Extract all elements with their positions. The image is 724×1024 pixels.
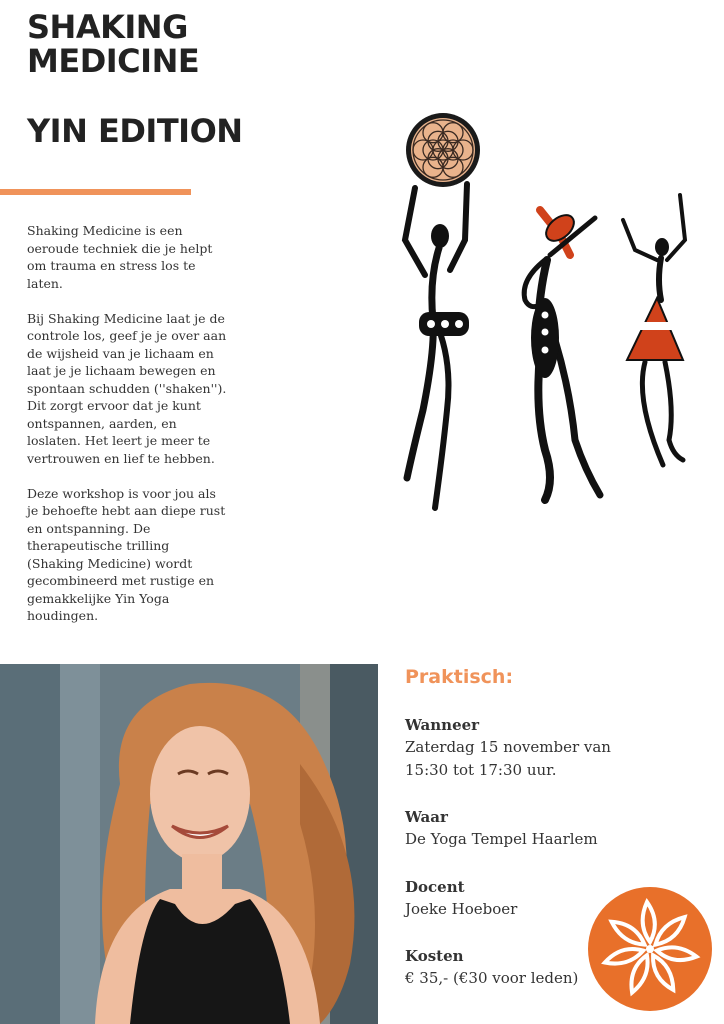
teacher-label: Docent [405, 878, 465, 896]
when-label: Wanneer [405, 716, 480, 734]
title-line-2: MEDICINE [27, 42, 200, 80]
when-value-line-2: 15:30 tot 17:30 uur. [405, 761, 557, 779]
title-line-1: SHAKING [27, 8, 188, 46]
when-section [405, 714, 705, 782]
practical-heading: Praktisch: [405, 666, 514, 688]
page-subtitle: YIN EDITION [27, 112, 243, 150]
intro-paragraph-1: Shaking Medicine is een oeroude techniek die je helpt om trauma en stress los te laten. [27, 223, 213, 291]
page-title [27, 10, 199, 78]
intro-paragraph-3: Deze workshop is voor jou als je behoefte hebt aan diepe rust en ontspanning. De therapeutische trilling (Shaking Medicine) wordt gecombineerd met rustige en gemakkelijke Yin Yoga houdingen. [27, 485, 226, 623]
intro-paragraph-2: Bij Shaking Medicine laat je de controle los, geef je je over aan de wijsheid van je lichaam en laat je je lichaam bewegen en spontaan schudden (''shaken''). Dit zorgt ervoor dat je kunt ontspannen, aarden, en loslaten. Het leert je meer te vertrouwen en lief te hebben. [27, 310, 227, 466]
dancers-illustration [395, 110, 724, 530]
intro-text [27, 222, 227, 642]
where-label: Waar [405, 808, 448, 826]
cost-label: Kosten [405, 947, 464, 965]
when-value-line-1: Zaterdag 15 november van [405, 738, 611, 756]
where-section [405, 806, 705, 851]
teacher-portrait-photo [0, 664, 378, 1024]
yoga-tempel-logo [585, 884, 715, 1014]
where-value: De Yoga Tempel Haarlem [405, 830, 598, 848]
accent-divider [0, 189, 191, 195]
dancer-3 [623, 195, 685, 465]
dancer-1 [405, 184, 469, 508]
dancer-2 [524, 210, 600, 500]
cost-value: € 35,- (€30 voor leden) [405, 969, 579, 987]
flower-of-life-disc [406, 113, 480, 187]
teacher-value: Joeke Hoeboer [405, 900, 518, 918]
